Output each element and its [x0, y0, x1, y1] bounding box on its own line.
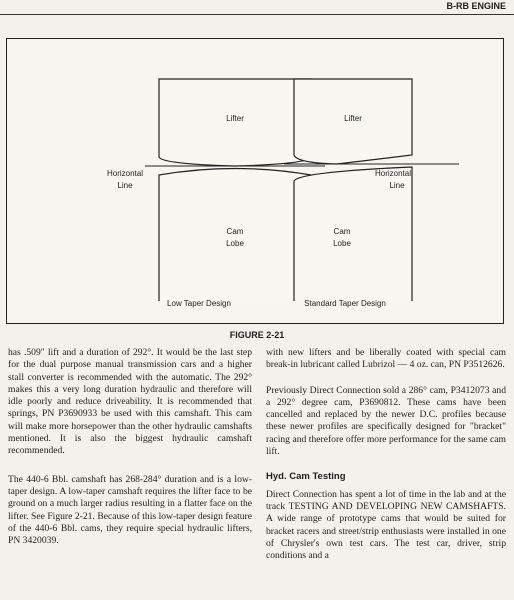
right-paragraph-2: Previously Direct Connection sold a 286° cam, P3412073 and a 292° degree cam, P3690812. These cams have been cancelled and replaced by the newer D.C. profiles because these newer profiles are specifically designed for "bracket" racing and therefore offer more performance for the same cam lift. — [266, 384, 506, 458]
left-design-label: Low Taper Design — [167, 299, 231, 308]
left-cam-label: Cam — [226, 227, 244, 236]
right-cam-label: Cam — [333, 227, 351, 236]
section-title: B-RB ENGINE — [446, 1, 506, 11]
right-lobe-label: Lobe — [333, 239, 351, 248]
right-paragraph-1: with new lifters and be liberally coated with special cam break-in lubricant called Lubrizol — 4 oz. can, PN P3512626. — [266, 347, 506, 371]
right-column — [266, 347, 506, 575]
right-line-label: Line — [389, 181, 405, 190]
left-paragraph-1: has .509" lift and a duration of 292°. It would be the last step for the dual purpose manual transmission cars and a higher stall converter is recommended with the automatic. The 292° makes this a very long duration hydraulic and therefore will idle poorly and reduce driveability. It is recommended that springs, PN P3690933 be used with this camshaft. This cam will make more horsepower than the other hydraulic camshafts mentioned. It is also the biggest hydraulic camshaft recommended. — [8, 347, 252, 457]
left-horizontal-label: Horizontal — [106, 169, 144, 178]
left-lifter-label: Lifter — [226, 114, 244, 123]
left-line-label: Line — [117, 181, 133, 190]
right-horizontal-label: Horizontal — [374, 169, 412, 178]
section-heading: Hyd. Cam Testing — [266, 471, 346, 483]
page-header — [0, 0, 514, 15]
figure-2-21 — [6, 38, 504, 324]
figure-caption: FIGURE 2-21 — [229, 330, 285, 340]
right-lifter-label: Lifter — [344, 114, 362, 123]
left-paragraph-2: The 440-6 Bbl. camshaft has 268-284° duration and is a low-taper design. A low-taper camshaft requires the lifter face to be ground on a much larger radius resulting in a flatter face on the lifter. See Figure 2-21. Because of this low-taper design feature of the 440-6 Bbl. cams, they require special hydraulic lifters, PN 3420039. — [8, 473, 252, 547]
right-paragraph-3: Direct Connection has spent a lot of time in the lab and at the track TESTING AND DEVELOPING NEW CAMSHAFTS. A wide range of prototype cams that would be suited for bracket racers and street/strip enthusiasts were installed in one of Chrysler's own test cars. The test car, driver, strip conditions and a — [266, 488, 506, 562]
right-design-label: Standard Taper Design — [304, 299, 386, 308]
left-column — [8, 347, 252, 560]
lifter-cam-diagram — [7, 39, 503, 323]
left-lobe-label: Lobe — [226, 239, 244, 248]
